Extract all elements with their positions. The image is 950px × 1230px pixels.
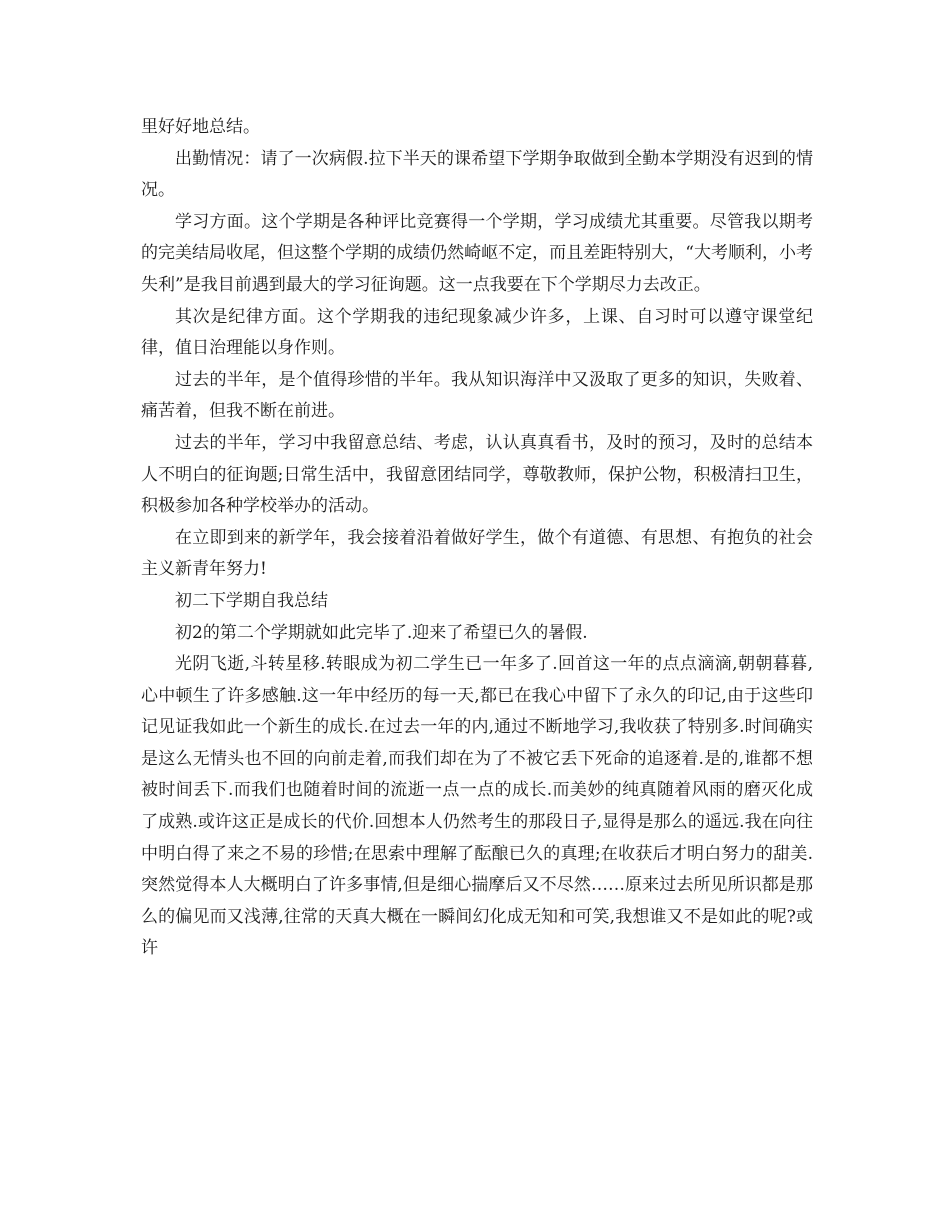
document-body [141, 112, 813, 965]
paragraph: 其次是纪律方面。这个学期我的违纪现象减少许多，上课、自习时可以遵守课堂纪律，值日治理能以身作则。 [141, 306, 813, 359]
paragraph: 过去的半年，是个值得珍惜的半年。我从知识海洋中又汲取了更多的知识，失败着、痛苦着，但我不断在前进。 [141, 369, 813, 422]
paragraph: 出勤情况：请了一次病假.拉下半天的课希望下学期争取做到全勤本学期没有迟到的情况。 [141, 148, 813, 201]
paragraph: 初2的第二个学期就如此完毕了.迎来了希望已久的暑假. [175, 622, 588, 643]
paragraph: 在立即到来的新学年，我会接着沿着做好学生，做个有道德、有思想、有抱负的社会主义新青年努力! [141, 527, 813, 580]
section-heading: 初二下学期自我总结 [175, 590, 328, 611]
paragraph: 里好好地总结。 [141, 117, 260, 137]
paragraph: 过去的半年，学习中我留意总结、考虑，认认真真看书，及时的预习，及时的总结本人不明白的征询题;日常生活中，我留意团结同学，尊敬教师，保护公物，积极清扫卫生，积极参加各种学校举办的活动。 [141, 432, 813, 517]
paragraph: 学习方面。这个学期是各种评比竞赛得一个学期，学习成绩尤其重要。尽管我以期考的完美结局收尾，但这整个学期的成绩仍然崎岖不定，而且差距特别大，“大考顺利，小考失利”是我目前遇到最大的学习征询题。这一点我要在下个学期尽力去改正。 [141, 211, 813, 295]
paragraph: 光阴飞逝,斗转星移.转眼成为初二学生已一年多了.回首这一年的点点滴滴,朝朝暮暮,心中顿生了许多感触.这一年中经历的每一天,都已在我心中留下了永久的印记,由于这些印记见证我如此一个新生的成长.在过去一年的内,通过不断地学习,我收获了特别多.时间确实是这么无情头也不回的向前走着,而我们却在为了不被它丢下死命的追逐着.是的,谁都不想被时间丢下.而我们也随着时间的流逝一点一点的成长.而美妙的纯真随着风雨的磨灭化成了成熟.或许这正是成长的代价.回想本人仍然考生的那段日子,显得是那么的遥远.我在向往中明白得了来之不易的珍惜;在思索中理解了酝酿已久的真理;在收获后才明白努力的甜美.突然觉得本人大概明白了许多事情,但是细心揣摩后又不尽然……原来过去所见所识都是那么的偏见而又浅薄,往常的天真大概在一瞬间幻化成无知和可笑,我想谁又不是如此的呢?或许 [141, 654, 813, 959]
